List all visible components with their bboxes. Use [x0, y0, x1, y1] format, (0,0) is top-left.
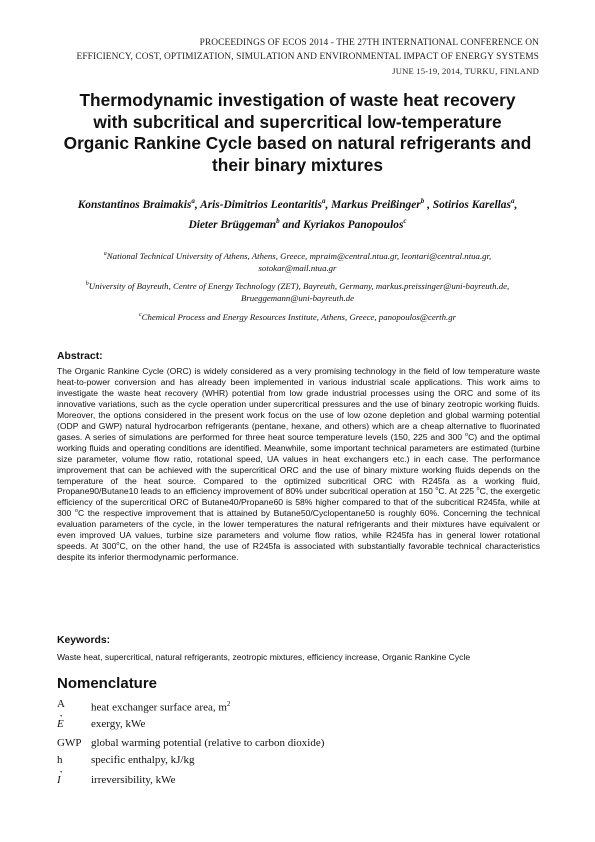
degree-mark: o: [476, 486, 480, 493]
abstract-segment: C, the exergetic efficiency of the supercritical ORC of Butane40/Propane60 is 58% higher compared to that of the subcritical R245fa, while at 300: [57, 486, 541, 519]
affiliation-mark: c: [138, 312, 142, 318]
abstract-text: [57, 366, 540, 563]
nomenclature-symbol: GWP: [57, 737, 82, 749]
abstract-segment: C) and the optimal working fluids and operating conditions are identified. Meanwhile, some important technical parameters are estimated (turbine size parameter, volume flow ratio, rotational speed, UA values in heat exchangers etc.) in each case. The performance improvement that can be achieved with the supercritical ORC and the use of binary mixture working fluids depends on the temperature of the heat source. Compared to the optimized subcritical ORC with R245fa as a working fluid, Propane90/Butane10 leads to an efficiency improvement of 80% under subcritical operation at 150: [57, 431, 541, 497]
author-affiliation-mark: b: [276, 216, 280, 225]
author-affiliation-mark: a: [321, 197, 326, 205]
author-separator: ,: [325, 198, 332, 211]
paper-title: Thermodynamic investigation of waste heat recovery with subcritical and supercritical low-temperature Organic Rankine Cycle based on natural refrigerants and their binary mixtures: [63, 90, 532, 175]
author-separator: ,: [424, 198, 433, 211]
author-affiliation-mark: a: [510, 197, 515, 205]
affiliation-a: [66, 248, 529, 274]
dotted-symbol: · E: [57, 717, 64, 731]
degree-mark: o: [465, 431, 469, 438]
affiliation-b: [66, 278, 529, 304]
nomenclature-description: specific enthalpy, kJ/kg: [91, 754, 195, 766]
author-name: Sotirios Karellas: [432, 198, 511, 211]
affiliation-c: [66, 309, 529, 323]
abstract-segment: The Organic Rankine Cycle (ORC) is widely considered as a very promising technology in the field of low temperature waste heat-to-power conversion and has already been implemented in various industrial scale applications. This work aims to investigate the waste heat recovery (WHR) potential from low grade industrial processes using the ORC and some of its innovative variations, such as the cycle operation under supercritical pressures and the use of binary zeotropic working fluids. Moreover, the options considered in the present work focus on the use of low ozone depletion and global warming potential (ODP and GWP) natural hydrocarbon refrigerants (pentane, hexane, and others) which are a cheap alternative to fluorinated gases. A series of simulations are performed for three heat source temperature levels (150, 225 and 300: [57, 366, 540, 442]
author-separator: ,: [514, 198, 518, 211]
dotted-symbol: · I: [57, 773, 61, 787]
nomenclature-description: irreversibility, kWe: [91, 774, 176, 786]
author-affiliation-mark: a: [191, 197, 195, 205]
degree-mark: o: [116, 541, 120, 548]
nomenclature-heading: Nomenclature: [57, 675, 158, 692]
running-head-line-1: PROCEEDINGS OF ECOS 2014 - THE 27TH INTERNATIONAL CONFERENCE ON: [199, 38, 539, 48]
running-head-line-3: JUNE 15-19, 2014, TURKU, FINLAND: [392, 66, 539, 76]
author-separator: ,: [194, 198, 201, 211]
abstract-segment: C, on the other hand, the use of R245fa is associated with substantially favorable technical characteristics despite its inferior thermodynamic performance.: [57, 541, 540, 563]
affiliation-mark: a: [103, 251, 107, 257]
unit-exponent: 2: [226, 700, 231, 708]
nomenclature-description: exergy, kWe: [91, 718, 146, 730]
author-affiliation-mark: b: [420, 197, 425, 205]
affiliation-text: Chemical Process and Energy Resources Institute, Athens, Greece, panopoulos@certh.gr: [141, 311, 457, 322]
running-head-line-2: EFFICIENCY, COST, OPTIMIZATION, SIMULATION AND ENVIRONMENTAL IMPACT OF ENERGY SYSTEMS: [76, 52, 539, 62]
degree-mark: o: [435, 486, 439, 493]
affiliation-text: National Technical University of Athens, Athens, Greece, mpraim@central.ntua.gr, leontari@central.ntua.gr, sotokar@mail.ntua.gr: [106, 250, 492, 273]
author-name: Kyriakos Panopoulos: [303, 218, 404, 231]
keywords-text: Waste heat, supercritical, natural refrigerants, zeotropic mixtures, efficiency increase, Organic Rankine Cycle: [57, 652, 471, 662]
affiliation-text: University of Bayreuth, Centre of Energy Technology (ZET), Bayreuth, Germany, markus.preissinger@uni-bayreuth.de, Brueggemann@uni-bayreuth.de: [88, 280, 510, 303]
nomenclature-symbol: h: [57, 754, 63, 766]
keywords-heading: Keywords:: [57, 635, 111, 646]
abstract-heading: Abstract:: [57, 351, 103, 362]
author-separator: and: [279, 218, 304, 231]
nomenclature-description-text: heat exchanger surface area, m: [91, 701, 227, 714]
abstract-segment: C the respective improvement that is attained by Butane50/Cyclopentane50 is roughly 60%. Concerning the technical evaluation parameters of the cycle, in the lower temperatures the natural refrigerants and their mixtures have equivalent or even improved UA values, turbine size parameters and volume flow ratios, while R245fa has in general lower rotational speeds. At 300: [57, 508, 540, 552]
author-list: [70, 193, 525, 233]
author-name: Dieter Brüggeman: [188, 218, 277, 231]
nomenclature-description: global warming potential (relative to carbon dioxide): [91, 737, 325, 749]
nomenclature-symbol: [57, 773, 91, 787]
running-head: [19, 36, 539, 78]
author-name: Konstantinos Braimakis: [77, 198, 192, 211]
nomenclature-description: [91, 697, 230, 715]
nomenclature-symbol: A: [57, 698, 65, 710]
affiliation-mark: b: [85, 281, 89, 287]
nomenclature-symbol: [57, 717, 91, 731]
author-name: Aris-Dimitrios Leontaritis: [200, 198, 322, 211]
author-name: Markus Preißinger: [331, 198, 421, 211]
degree-mark: o: [74, 508, 78, 515]
abstract-segment: C. At 225: [438, 486, 474, 497]
author-affiliation-mark: c: [403, 216, 407, 225]
